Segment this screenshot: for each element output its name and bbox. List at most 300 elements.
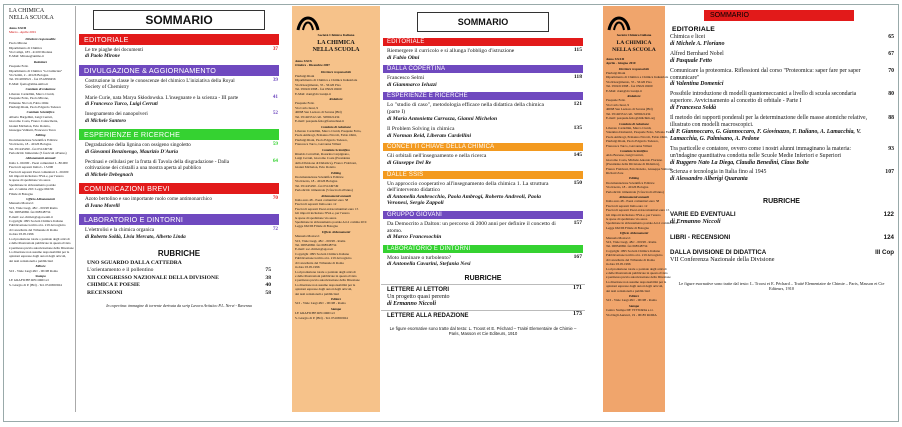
colophon-line: Via Degli Aurunci, 19 - 00185 ROMA	[606, 312, 657, 317]
entry-title: Da Democrito a Dalton: un percorso di 2000 anni per definire il concetto di atomo.	[387, 220, 556, 234]
colophon-line: Documentazione Scientifica Editrice	[295, 174, 344, 179]
rubrica-entry[interactable]	[77, 282, 281, 289]
page-number: 72	[272, 226, 278, 233]
rubriche-heading: RUBRICHE	[464, 274, 502, 282]
toc-entry[interactable]	[381, 180, 585, 210]
entry-authors: di Michele Santoro	[85, 117, 126, 124]
colophon-line: Periodicità: trimestrale (5 fascicoli all'anno)	[295, 188, 353, 193]
colophon-line: Manuela Mostacci	[9, 201, 34, 206]
colophon-line: Spedizione in abbonamento postale Art.2 comma 20/C	[295, 220, 368, 225]
colophon-line: dei testi redazionali e pubblicitari	[295, 291, 340, 296]
entry-authors: di Valentina Domenici	[670, 81, 724, 88]
colophon	[606, 66, 679, 317]
colophon-line: La riproduzione totale o parziale degli articoli	[295, 269, 356, 274]
colophon-line: Fascicoli separati Italia euro 12	[606, 203, 648, 208]
colophon-line: Documentazione Scientifica Editrice	[606, 180, 655, 185]
colophon-line: Manuela Mostacci	[295, 234, 320, 239]
toc-entry[interactable]	[77, 110, 281, 127]
section-header: DALLA COPERTINA	[383, 65, 583, 73]
colophon-line: Tel. 068549691 fax 068548734	[606, 244, 648, 249]
colophon-line: Ermanno Niccoli, Fabio Olmi	[9, 100, 49, 105]
colophon-line: Via Risorgimento, 35 - 56126 Pisa	[295, 82, 341, 87]
colophon-line: opinioni espresse dagli autori degli articoli,	[9, 254, 67, 259]
colophon-line: Tel. 051463312 cell. 3280221434	[606, 111, 651, 116]
section-header: CONCETTI CHIAVE DELLA CHIMICA	[383, 143, 583, 151]
toc-entry[interactable]	[666, 51, 897, 68]
rubrica-entry[interactable]	[77, 260, 281, 267]
page-number: 59	[272, 141, 278, 148]
rubrica-author: di Ermanno Niccoli	[670, 218, 721, 226]
cover-caption: In copertina: immagine di torrente derivata da scrip Lavora Artistico P.L. Nervi - Ravenna	[106, 302, 252, 308]
colophon-line: Tel. 068549691 fax 068548734	[295, 243, 337, 248]
toc-entry[interactable]	[666, 34, 897, 51]
toc-entry[interactable]	[381, 152, 585, 169]
colophon-line: SCI, Viale Liegi, 48/c - 00198 - Roma	[606, 240, 657, 245]
figures-caption: Le figure esornative sono tratte dal testo: L. Troost et E. Péchard – Traité Elementaire de Chimie – Paris, Masson et Cie Editeurs, 1910	[389, 325, 577, 336]
rubrica-title: CHIMICA E POESIE	[87, 282, 140, 289]
colophon-heading: Ufficio Abbonamenti	[26, 197, 55, 202]
page-number: 80	[888, 91, 894, 98]
colophon-line: La riproduzione totale o parziale degli articoli	[9, 236, 70, 241]
section-header: EDITORIALE	[672, 26, 716, 33]
rubriche-heading: RUBRICHE	[157, 248, 201, 258]
colophon-heading: Abbonamenti annuali	[321, 193, 351, 198]
entry-authors: di Giammarco Ieluzzi	[387, 81, 437, 88]
entry-title: Scienza e tecnologia in Italia fino al 1945	[670, 169, 767, 176]
page-number: 135	[573, 125, 582, 132]
colophon-heading: Ufficio Abbonamenti	[619, 231, 649, 236]
page-number: 107	[885, 169, 894, 176]
colophon-line: Tel. 051245290 - fax 051249749	[9, 146, 53, 151]
entry-title: Le tre piaghe dei documenti	[85, 47, 144, 53]
colophon-heading: Redattore	[627, 94, 641, 99]
page-number: III Cop	[875, 248, 894, 256]
toc-entry[interactable]	[77, 46, 281, 63]
masthead: LA CHIMICA NELLA SCUOLA	[312, 39, 360, 53]
colophon-line: LE GRAFICHE RECORD srl	[9, 278, 49, 283]
colophon-line: Dipartimento di Chimica e Chimica Industriale	[295, 78, 358, 83]
colophon-line: E-mail: soc.chim.it@agora.stm.it	[9, 214, 53, 219]
rubrica-entry[interactable]	[77, 267, 281, 274]
page-number: 58	[265, 289, 271, 296]
colophon-line: E-mail: pasquale.fetto@fastwebnet.it	[295, 119, 345, 124]
colophon-line: Documentazione Scientifica Editrice	[9, 137, 58, 142]
entry-title: Possibile introduzione di modelli quantomeccanici a livello di scuola secondaria superiore. Avvicinamento al concetto di orbitale - Parte I	[670, 91, 857, 105]
colophon-line: Via Irnerio, 18 - 40126 Bologna	[295, 179, 338, 184]
colophon-line: Franco Frabboni, Ezio Roletto, Giuseppe Valitutti,	[606, 166, 673, 171]
sections	[666, 25, 897, 186]
page-number: 150	[573, 179, 582, 186]
entry-authors: di Ivano Morelli	[85, 202, 120, 209]
toc-entry[interactable]	[77, 158, 281, 181]
entry-title: Lo "studio di caso", metodologia efficace nella didattica della chimica (parte I)	[387, 102, 544, 115]
toc-entry[interactable]	[77, 226, 281, 243]
colophon-line: E-Mail: riani@dcci.unipi.it	[606, 88, 642, 93]
rubriche-list	[77, 260, 281, 297]
colophon-heading: Comitato di redazione	[321, 124, 351, 129]
colophon-line: dei testi redazionali e pubblicitari	[9, 258, 54, 263]
section-header: DALLE SSIS	[383, 171, 583, 179]
colophon-line: le spese di spedizione via aerea	[295, 215, 337, 220]
rubrica-entry[interactable]	[77, 275, 281, 282]
colophon-heading: Comitato Scientifico	[26, 110, 55, 115]
entry-title: Insegnamento dei nanopolveri	[85, 111, 148, 118]
colophon-line: Liberato Cardellini, Marco Ciardi,	[9, 91, 55, 96]
colophon-line: Tel. 051463312 cell. 3280221434	[295, 114, 340, 119]
entry-authors: di Antonella Ambrocchio, Paola Ambrogi, Roberto Andreoli, Paola Veronesi, Sergio Zappoli	[387, 193, 541, 207]
sommario-heading: SOMMARIO	[704, 10, 854, 21]
rubrica-entry[interactable]	[77, 290, 281, 297]
left-contents	[77, 6, 281, 412]
rubrica-entry[interactable]	[381, 284, 585, 310]
colophon	[9, 37, 72, 287]
colophon-line: Liberato Cardellini, Marco Ciardi, Pasquale Fetto,	[295, 128, 362, 133]
colophon-line: La direzione non assume responsabilità per le	[606, 279, 667, 284]
colophon-line: La riproduzione totale o parziale degli articoli	[606, 266, 667, 271]
entry-authors: di Paolo Mirone	[85, 53, 120, 60]
page-number: 122	[883, 211, 894, 219]
colophon-line: le spese di spedizione via aerea	[606, 217, 648, 222]
entry-authors: di Alessandro Alberigi Quaranta	[670, 176, 748, 183]
colophon-line: è permessa previa autorizzazione della Direzione	[295, 278, 360, 283]
colophon-line: E-Mail: Mirone@unimo.it	[9, 54, 44, 59]
toc-entry[interactable]	[381, 47, 585, 64]
page-number: 157	[573, 219, 582, 226]
colophon-line: Pierluigi Riani	[295, 74, 315, 79]
colophon-line: Spedizione in abbonamento postale Art.2 comma 20/C	[606, 221, 679, 226]
colophon-line: La direzione non assume responsabilità per le	[9, 249, 70, 254]
rubrica-title: RECENSIONI	[87, 289, 123, 296]
colophon-line: Tel. 0502219398 - fax 0502219260	[295, 87, 342, 92]
colophon-line: 40068 San Lazzaro di Savena (BO)	[295, 110, 342, 115]
colophon-line: e delle illustrazioni pubblicate in questa rivista	[295, 273, 357, 278]
entry-title: Francesco Selmi	[387, 75, 425, 82]
colophon-heading: Stampa	[628, 303, 640, 308]
colophon-line: Via Irnerio, 18 - 40126 Bologna	[9, 142, 52, 147]
colophon-line: Fascicoli separati Paesi extracomunitari euro 15	[295, 206, 359, 211]
rubrica-entry[interactable]	[666, 249, 897, 271]
colophon-line: della Divisione di Didattica), Franco Frabboni,	[295, 160, 357, 165]
toc-entry[interactable]	[666, 146, 897, 170]
toc-entry[interactable]	[666, 115, 897, 146]
colophon-line: Via Carlo Iussi, 9	[606, 102, 630, 107]
colophon-heading: Direttore responsabile	[320, 69, 352, 74]
entry-authors: di Francesco Turco, Luigi Cerruti	[85, 101, 158, 108]
colophon-line: Pasquale Fetto	[606, 98, 626, 103]
page-number: 75	[265, 267, 271, 274]
colophon-line: Alberto Bargellini, Luigi Cerruti,	[9, 114, 53, 119]
colophon-line: 40068 San Lazzaro di Savena (BO)	[606, 107, 653, 112]
colophon-line: Dipartimento di Chimica e Chimica Industriale	[606, 75, 669, 80]
rubrica-title: VARIE ED EVENTUALI	[670, 211, 736, 219]
colophon-line: Fascicoli separati Paesi comunitari L. 20.000	[9, 169, 69, 174]
colophon-line: in data 03.05.1996	[606, 262, 631, 267]
colophon-line: Dipartimento di Chimica "G.Ciamician"	[9, 68, 63, 73]
colophon-heading: Abbonamenti annuali	[619, 195, 649, 199]
rubrica-author: VII Conferenza Nazionale della Divisione	[670, 256, 775, 264]
sections	[381, 38, 585, 271]
entry-title: Chimica e licei	[670, 34, 706, 40]
colophon-line: Legge 662/96 Filiale di Bologna	[606, 225, 649, 230]
colophon-line: SCI - Viale Liegi 48/c - 00198 - Roma	[606, 298, 657, 303]
middle-sidebar	[292, 6, 380, 412]
colophon-heading: Stampa	[330, 306, 342, 311]
page-number: 64	[272, 158, 278, 165]
colophon-line: Paola Ambrogi, Ermanno Niccoli, Fabio Olmi,	[606, 134, 668, 139]
page-number: 65	[888, 34, 894, 40]
section-header: EDITORIALE	[79, 34, 279, 45]
section-header: ESPERIENZE E RICERCHE	[383, 92, 583, 100]
colophon-line: Gli importi includono l'IVA e, per l'estero	[295, 211, 350, 216]
colophon-line: di Cancelleria del Tribunale di Roma	[606, 257, 655, 262]
colophon-line: le spese di spedizione via aerea	[9, 178, 51, 183]
colophon-line: e delle illustrazioni pubblicate in questa rivista	[606, 270, 668, 275]
colophon-heading: Redattore	[329, 97, 343, 102]
entry-authors: di Michele A. Floriano	[670, 40, 725, 47]
entry-authors: di Norman Reid, Liberato Cardellini	[387, 132, 472, 139]
entry-title: Comunicare la proteomica. Riflessioni dal corso "Proteomica: saper fare per saper comunicare"	[670, 67, 861, 81]
colophon-heading: Editore	[35, 264, 46, 269]
toc-entry[interactable]	[77, 77, 281, 94]
entry-title: Tra particelle e contatore, ovvero come i nostri alunni immaginano la materia: un'indagine quantitativa condotta nelle Scuole Medie Inferiori e Superiori	[670, 145, 852, 159]
colophon-line: in data 03.05.1996	[9, 232, 34, 237]
entry-title: Gli orbitali nell'insegnamento e nella ricerca	[387, 153, 487, 160]
colophon-heading: Comitato di redazione	[25, 87, 56, 92]
colophon-line: Via Campi, 183 - 41100 Modena	[9, 50, 53, 55]
rubrica-title: LETTERE AI LETTORI	[387, 286, 450, 293]
right-contents	[666, 6, 897, 412]
colophon-line: Tel. 0502219398 - fax 0502219260	[606, 84, 653, 89]
colophon-line: Tel. 0512099521 - fax 0512099456	[9, 77, 56, 82]
colophon-heading: Editing	[35, 133, 46, 138]
toc-entry[interactable]	[381, 125, 585, 142]
page-number: 171	[573, 284, 582, 291]
toc-entry[interactable]	[381, 74, 585, 91]
colophon-line: dei testi redazionali e pubblicitari	[606, 288, 651, 293]
entry-authors: di Michele Debegnach	[85, 171, 134, 178]
colophon-line: Fascicoli separati Italia euro 12	[295, 202, 337, 207]
page-number: 52	[272, 110, 278, 117]
colophon-line: Pierluigi Riani	[606, 71, 626, 76]
colophon-line: Via Carlo Iussi, 9	[295, 105, 319, 110]
page-number: 93	[888, 145, 894, 152]
toc-entry[interactable]	[77, 141, 281, 158]
colophon-line: è permessa previa autorizzazione della Direzione	[9, 245, 74, 250]
entry-title: L'elettrolisi e la chimica organica	[85, 227, 155, 234]
issue-date: Ottobre - Dicembre 2007	[295, 63, 330, 68]
colophon-heading: Comitato di redazione	[619, 121, 649, 126]
colophon-line: Filiale di Bologna	[9, 191, 33, 196]
colophon-line: Via Risorgimento, 35 - 56126 Pisa	[606, 79, 652, 84]
page-number: 167	[573, 253, 582, 260]
colophon-line: Spedizione in abbonamento postale	[9, 182, 56, 187]
rubriche-heading: RUBRICHE	[763, 198, 800, 206]
colophon-line: Centro Stampa DE VITTORIA s.r.l.	[606, 308, 654, 313]
colophon-line: E-mail: pasquale.fetto@didichim.org	[606, 116, 656, 121]
issue-year: Anno XXXII	[606, 56, 625, 61]
entry-authors: di Marco Francesochin	[387, 234, 442, 241]
colophon-line: è permessa previa autorizzazione della Direzione	[606, 275, 671, 280]
rubriche-list	[381, 284, 585, 322]
section-header: DIVULGAZIONE & AGGIORNAMENTO	[79, 65, 279, 76]
colophon-line: Valentina Domenici, Pasquale Fetto, Silvano Fuso,	[606, 130, 674, 135]
entry-authors: di Maria Antonietta Carrozza, Gianni Michelon	[387, 115, 498, 122]
colophon-heading: Abbonamenti annuali	[25, 156, 56, 161]
colophon-heading: Direttore responsabile	[618, 66, 650, 71]
colophon-line: Copyright 1995 Società Chimica Italiana	[9, 219, 64, 224]
entry-title: Moto laminare o turbolento?	[387, 254, 452, 261]
entry-authors: di Francesca Soldà	[670, 105, 717, 112]
entry-title: Un approccio cooperativo all'insegnamento della chimica 1. La struttura dell'intervento didattico	[387, 180, 549, 194]
colophon-line: Copyright 1995 Società Chimica Italiana	[606, 248, 661, 253]
colophon-line: Francesca Turco, Giovanna Villani	[606, 143, 652, 148]
entry-authors: di P. Giannoccaro, G. Giannoccaro, F. Giovinazzo, F. Italiano, A. Lamacchia, V. Lamacchia, G. Palmisano, A. Pedone	[670, 128, 862, 142]
rubriche-list	[666, 211, 897, 271]
colophon-line: SCI - Viale Liegi 48/c - 00198 Roma	[9, 268, 58, 273]
colophon-heading: Ufficio Abbonamenti	[321, 229, 351, 234]
society-name: Società Chimica Italiana	[616, 33, 652, 38]
sommario-heading: SOMMARIO	[93, 10, 265, 30]
colophon-line: S. Giorgio di P. (BO) - Tel. 0516650024	[9, 282, 62, 287]
colophon-line: Dipartimento di Chimica	[9, 45, 42, 50]
page-number: 70	[888, 67, 894, 74]
colophon-line: Fascicoli separati Paesi extracomunitari euro 15	[606, 208, 670, 213]
colophon-line: Rinaldo Cervellati, Rosarina Carpignano,	[295, 151, 350, 156]
page-number: 121	[573, 101, 582, 108]
rubrica-title: UNO SGUARDO DALLA CATTEDRA	[87, 259, 182, 266]
middle-contents	[381, 6, 585, 412]
rubrica-subtitle: Un progetto quasi perento	[387, 293, 450, 300]
page-number: 145	[573, 152, 582, 159]
colophon-line: opinioni espresse dagli autori degli articoli,	[295, 287, 353, 292]
section-header: LABORATORIO E DINTORNI	[383, 245, 583, 253]
page-number: 70	[272, 195, 278, 202]
colophon-heading: Editore	[330, 296, 342, 301]
colophon-line: Tel. 068549691 fax 068548734	[9, 210, 51, 215]
issue-year: Anno XXIX	[295, 58, 312, 63]
entry-title: Alfred Bernhard Nobel	[670, 50, 724, 57]
colophon-line: SCI, Viale Liegi, 48/c - 00198 - Roma	[295, 238, 346, 243]
toc-page-2007	[292, 6, 585, 412]
page-number: 115	[573, 47, 582, 53]
toc-entry[interactable]	[381, 101, 585, 125]
rubrica-entry[interactable]	[381, 310, 585, 322]
colophon-line: Luigi Cerruti, Giacomo Costa (Presidente	[295, 156, 351, 161]
entry-authors: di Antonella Cavarini, Stefania Nesi	[387, 261, 471, 268]
right-sidebar	[603, 6, 679, 412]
entry-authors: di Ruggero Nato La Diega, Claudia Benedini, Claus Bolte	[670, 159, 809, 166]
colophon-line: e delle illustrazioni pubblicate in questa rivista	[9, 241, 71, 246]
colophon-line: Gianni Michelon, Ezio Roletto	[295, 165, 336, 170]
page-number: 37	[272, 46, 278, 52]
colophon-heading: Editore	[628, 293, 640, 298]
colophon-line: di Cancelleria del Tribunale di Roma	[9, 227, 58, 232]
rubrica-title: DALLA DIVISIONE DI DIDATTICA	[670, 248, 767, 256]
page-number: 41	[272, 93, 278, 100]
rubrica-title: LETTERE ALLA REDAZIONE	[387, 312, 469, 319]
toc-entry[interactable]	[666, 169, 897, 186]
colophon-line: Pubblicazione iscritta al n. 219 del registro	[9, 223, 66, 228]
section-header: LABORATORIO E DINTORNI	[79, 214, 279, 225]
colophon-line: Paolo Mirone	[9, 41, 28, 46]
colophon-line: Gli importi includono l'IVA e, per l'estero	[606, 212, 661, 217]
rubrica-entry[interactable]	[666, 211, 897, 233]
masthead: LA CHIMICA NELLA SCUOLA	[612, 39, 656, 53]
colophon-line: LE GRAFICHE RECORD srl	[295, 311, 335, 316]
entry-authors: di Pasquale Fetto	[670, 57, 712, 64]
entry-authors: di Fabio Olmi	[387, 54, 420, 61]
colophon-line: Paola Ambrogi, Ermanno Niccoli, Fabio Olmi,	[295, 133, 357, 138]
colophon-line: (Presidente della Divisione di Didattica),	[606, 162, 660, 167]
entry-title: Degradazione della lignina con ossigeno singoletto	[85, 142, 191, 149]
page-number: 67	[888, 50, 894, 57]
colophon-line: La direzione non assume responsabilità per le	[295, 282, 356, 287]
page-number: 40	[265, 282, 271, 289]
figures-caption: Le figure esornative sono tratte dal testo: L. Troost et E. Péchard – Traité Elementaire de Chimie – Paris, Masson et Cie Editeurs, 1910	[678, 281, 885, 292]
colophon	[295, 70, 377, 320]
entry-title: Pectinasi e cellulasi per la frutta di Tavola della disgradazione - Dalla coltivazione dei cristalli a una mostra aperta al pubblico	[85, 159, 230, 172]
colophon-heading: Direttore responsabile	[25, 36, 56, 41]
colophon-heading: Editing	[628, 176, 640, 181]
left-sidebar	[6, 6, 76, 412]
toc-entry[interactable]	[77, 195, 281, 212]
toc-entry[interactable]	[77, 94, 281, 111]
rubrica-title: XII CONGRESSO NAZIONALE DELLA DIVISIONE	[87, 274, 219, 281]
sommario-heading: SOMMARIO	[417, 12, 549, 32]
colophon-line: di Cancelleria del Tribunale di Roma	[295, 260, 344, 265]
colophon-line: SCI, Viale Liegi, 48/c - 00198 Roma	[9, 205, 58, 210]
section-header: EDITORIALE	[383, 38, 583, 46]
colophon-line: Liberato Cardellini, Marco Ciardi,	[606, 125, 652, 130]
issue-date: Marzo - Aprile 2001	[9, 30, 37, 35]
colophon-line: Italia L. 60.000 - Paesi comunitari L. 80.000	[9, 160, 68, 165]
colophon-line: Pasquale Fetto, Paolo Mirone,	[9, 96, 49, 101]
colophon-line: E-Mail: fpetto@alma.unibo.it	[9, 81, 49, 86]
colophon-line: Aldo Borsese, Luigi Cerruti,	[606, 153, 644, 158]
colophon-line: Copyright 1995 Società Chimica Italiana	[295, 251, 350, 256]
colophon-heading: Comitato Scientifico	[322, 147, 350, 152]
issue-date: Aprile - Giugno 2010	[606, 61, 636, 66]
section-header: COMUNICAZIONI BREVI	[79, 183, 279, 194]
toc-entry[interactable]	[666, 91, 897, 115]
colophon-line: Tel. 051245290 - fax 051249749	[295, 183, 339, 188]
colophon-line: SCI - Viale Liegi 48/c - 00198 - Roma	[295, 301, 346, 306]
page-number: 39	[272, 76, 278, 83]
toc-entry[interactable]	[381, 254, 585, 271]
entry-title: Il Problem Solving in chimica	[387, 126, 455, 133]
colophon-heading: Redattore	[33, 59, 48, 64]
colophon-line: Pubblicazione iscritta al n. 219 del registro	[606, 253, 663, 258]
society-name: Società Chimica Italiana	[317, 33, 355, 38]
toc-entry[interactable]	[381, 220, 585, 244]
page-number: 118	[573, 74, 582, 81]
entry-title: Riemergere il curricolo e si allunga l'obbligo d'istruzione	[387, 48, 515, 54]
colophon-line: in data 03.05.1996	[295, 265, 320, 270]
toc-entry[interactable]	[666, 68, 897, 92]
colophon-line: Pubblicazione iscritta al n. 219 del registro	[295, 256, 352, 261]
colophon-line: Pierluigi Riani, Paolo Edgardo Todesco	[9, 104, 62, 109]
colophon-line: Richard Zare	[606, 170, 624, 175]
entry-title: Azoto bertolino e suo importante ruolo come antimonarchico	[85, 196, 212, 203]
page-number: 124	[883, 233, 894, 241]
colophon-line: Periodicità: bimestrale (5 fascicoli all'anno)	[9, 150, 67, 155]
page-number: 173	[573, 310, 582, 317]
colophon-line: Via Selmi, 2 - 40126 Bologna	[9, 73, 49, 78]
colophon-heading: Editing	[330, 170, 342, 175]
rubrica-entry[interactable]	[666, 234, 897, 249]
colophon-line: Via Irnerio, 18 - 40126 Bologna	[606, 185, 649, 190]
colophon-line: Legge 662/96 Filiale di Bologna	[295, 224, 338, 229]
